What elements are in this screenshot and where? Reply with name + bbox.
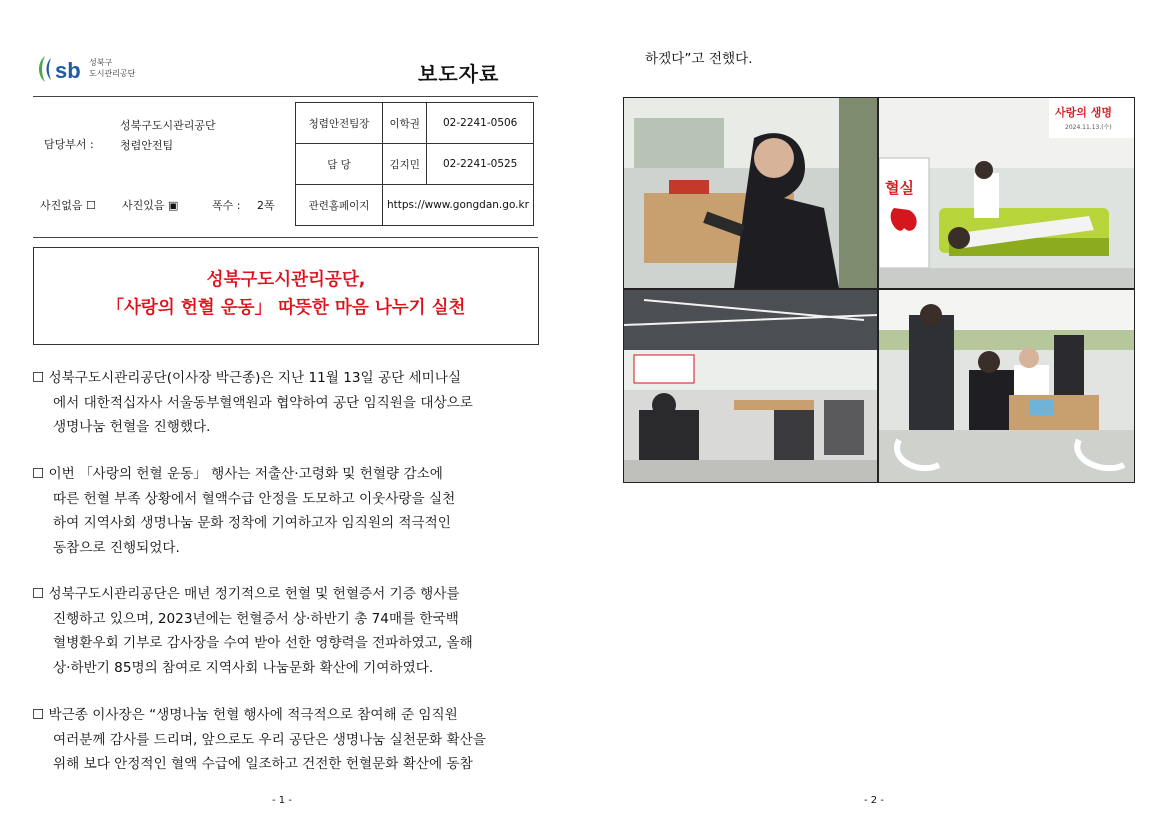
contact-phone: 02-2241-0525 [427,144,533,185]
sign-text: 혈실 [885,179,914,197]
collage-divider-h [624,288,1134,290]
paragraph-line: 진행하고 있으며, 2023년에는 헌혈증서 상·하반기 총 74매를 한국백 [53,610,459,627]
paragraph-line: 동참으로 진행되었다. [53,539,180,556]
contact-table [295,102,534,226]
photo-reception-desk [879,290,1134,482]
dept-label: 담당부서 : [44,138,94,151]
paragraph-line: 하여 지역사회 생명나눔 문화 정착에 기여하고자 임직원의 적극적인 [53,515,451,531]
photo-seminar-room [624,290,877,482]
title-divider [33,237,538,238]
paragraph-3 [32,582,540,680]
sb-logo-mark [35,52,95,86]
header-divider [33,96,538,97]
paragraph-line: 여러분께 감사를 드리며, 앞으로도 우리 공단은 생명나눔 실천문화 확산을 [53,731,486,748]
paragraph-line: 생명나눔 헌혈을 진행했다. [53,419,211,435]
logo-text-line1: 성북구 [89,58,113,67]
photo-collage [623,97,1135,483]
paragraph-line: 에서 대한적십자사 서울동부혈액원과 협약하여 공단 임직원을 대상으로 [53,394,473,411]
contact-row [296,144,534,185]
paragraph-line: 따른 헌혈 부족 상황에서 혈액수급 안정을 도모하고 이웃사랑을 실천 [53,490,456,507]
contact-role: 담 당 [296,144,383,185]
contact-name: 이학권 [383,103,427,144]
dept-name: 성북구도시관리공단 [120,119,216,132]
dept-team: 청렴안전팀 [120,139,174,152]
contact-phone: 02-2241-0506 [427,103,533,144]
photo-tablet-meeting [624,98,877,288]
banner-text: 사랑의 생명 [1055,106,1112,119]
homepage-link[interactable]: https://www.gongdan.go.kr [383,185,534,226]
contact-role: 청렴안전팀장 [296,103,383,144]
contact-name: 김지민 [383,144,427,185]
logo [35,52,145,86]
headline-line2: 「사랑의 헌혈 운동」 따뜻한 마음 나누기 실천 [106,298,466,318]
page-number-2: - 2 - [864,795,884,806]
paragraph-1 [32,366,540,440]
paragraph-line: 상·하반기 85명의 참여로 지역사회 나눔문화 확산에 기여하였다. [53,659,434,676]
banner-date: 2024.11.13.(수) [1065,124,1112,131]
paragraph-2 [32,462,540,560]
document-title: 보도자료 [418,62,500,86]
pages-value: 2폭 [257,199,275,212]
homepage-label: 관련홈페이지 [296,185,383,226]
page-number-1: - 1 - [272,795,292,806]
paragraph-line: ☐ 박근종 이사장은 “생명나눔 헌혈 행사에 적극적으로 참여해 준 임직원 [32,707,458,723]
collage-divider-v [877,98,879,482]
paragraph-line: 위해 보다 안정적인 혈액 수급에 일조하고 건전한 헌혈문화 확산에 동참 [53,756,473,772]
paragraph-line: ☐ 성북구도시관리공단은 매년 정기적으로 헌혈 및 헌혈증서 기증 행사를 [32,586,460,602]
paragraph-line: ☐ 성북구도시관리공단(이사장 박근종)은 지난 11월 13일 공단 세미나실 [32,370,462,386]
paragraph-line: ☐ 이번 「사랑의 헌혈 운동」 행사는 저출산·고령화 및 헌혈량 감소에 [32,466,443,482]
contact-row [296,185,534,226]
photo-none-checkbox: 사진없음 ☐ [40,199,96,212]
paragraph-line: 혈병환우회 기부로 감사장을 수여 받아 선한 영향력을 전파하였고, 올해 [53,635,473,651]
pages-label: 폭수 : [212,199,241,212]
logo-text-line2: 도시관리공단 [89,69,136,78]
headline-box [33,247,539,345]
photo-donation-bed [879,98,1134,288]
photo-yes-checkbox: 사진있음 ▣ [122,199,179,212]
headline-line1: 성북구도시관리공단, [206,270,366,290]
svg-text:sb: sb [55,58,81,83]
paragraph-4 [32,703,540,777]
contact-row [296,103,534,144]
continuation-text: 하겠다”고 전했다. [645,51,753,67]
